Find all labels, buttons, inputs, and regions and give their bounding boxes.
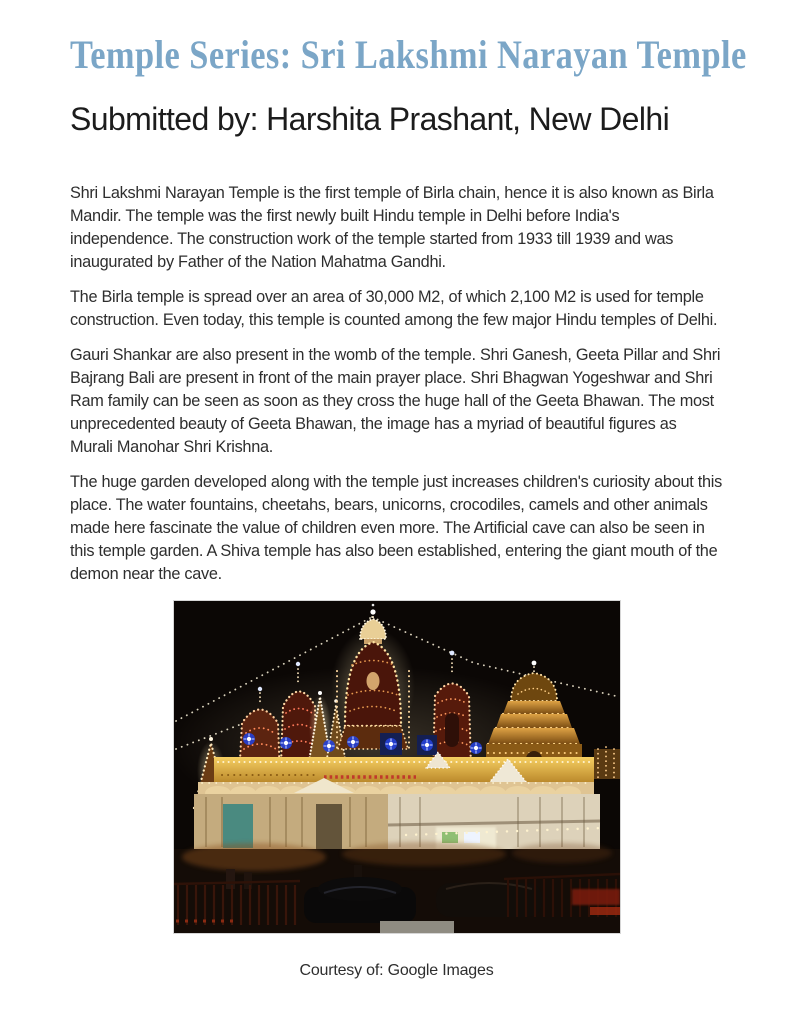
photo-caption: Courtesy of: Google Images [299,961,494,979]
paragraph-intro: Shri Lakshmi Narayan Temple is the first temple of Birla chain, hence it is also known as Birla Mandir. The temple was the first newly built Hindu temple in Delhi before India's independence. The construction work of the temple started from 1933 till 1939 and was inaugurated by Father of the Nation Mahatma Gandhi. [70,183,714,271]
paragraph-garden: The huge garden developed along with the temple just increases children's curiosity about this place. The water fountains, cheetahs, bears, unicorns, crocodiles, camels and other animals made here fascinate the value of children even more. The Artificial cave can also be seen in this temple garden. A Shiva temple has also been established, entering the giant mouth of the demon near the cave. [70,472,722,583]
temple-figure [70,600,723,980]
paragraph-deities: Gauri Shankar are also present in the womb of the temple. Shri Ganesh, Geeta Pillar and Shri Bajrang Bali are present in front of the main prayer place. Shri Bhagwan Yogeshwar and Shri Ram family can be seen as soon as they cross the huge hall of the Geeta Bhawan. The most unprecedented beauty of Geeta Bhawan, the image has a myriad of beautiful figures as Murali Manohar Shri Krishna. [70,345,721,456]
tent-canopy [194,778,602,849]
temple-photo [174,601,620,933]
page-subtitle: Submitted by: Harshita Prashant, New Delhi [70,101,670,138]
page-title: Temple Series: Sri Lakshmi Narayan Temple [70,32,747,77]
article-body [70,182,723,586]
foreground [174,842,620,933]
paragraph-area: The Birla temple is spread over an area of 30,000 M2, of which 2,100 M2 is used for temple construction. Even today, this temple is counted among the few major Hindu temples of Delhi. [70,287,718,329]
photo-frame [173,600,621,934]
